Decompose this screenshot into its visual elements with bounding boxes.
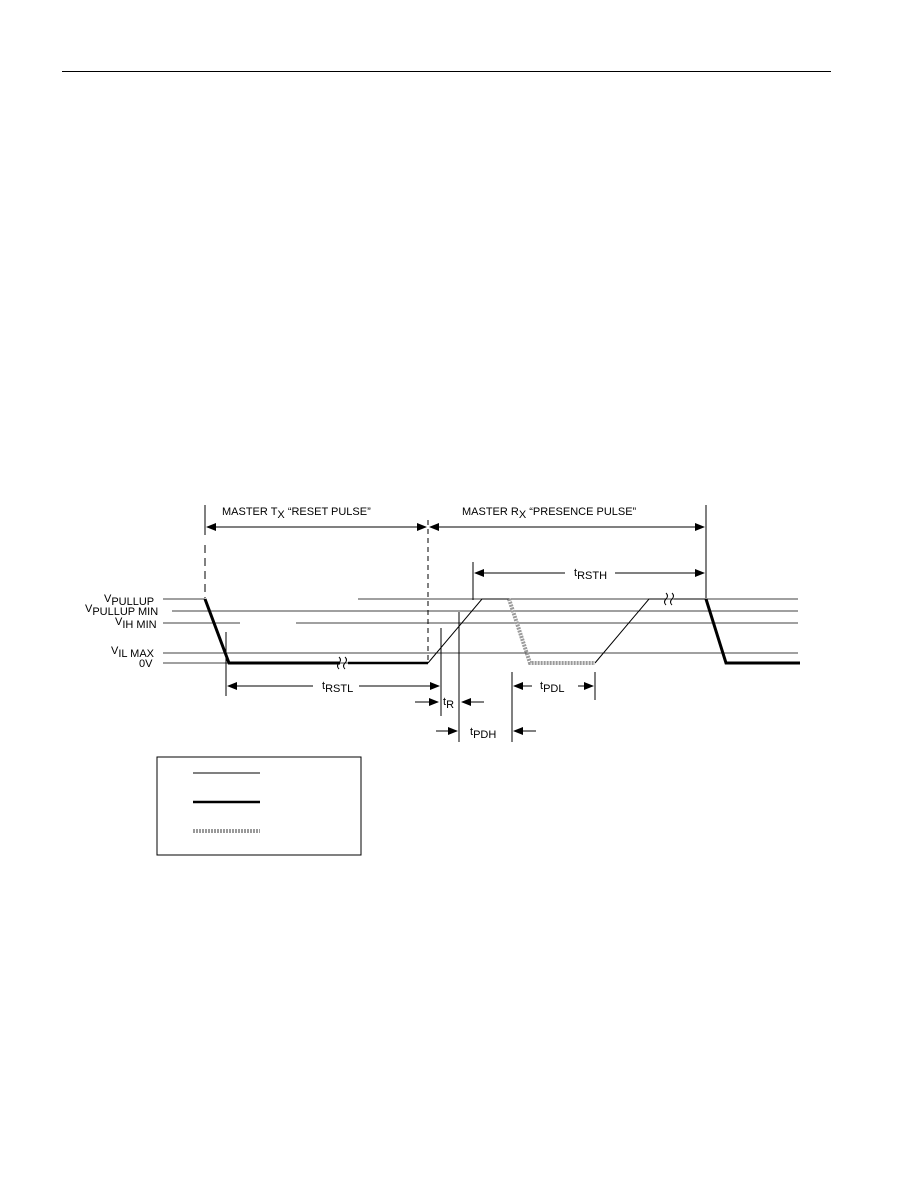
pullup-signal-waveform (428, 599, 706, 663)
line-style-legend (157, 757, 361, 855)
tr-label: tR (443, 696, 455, 711)
vpullup-label: VPULLUP (104, 593, 155, 608)
vpullup-min-label: VPULLUP MIN (85, 603, 159, 618)
tpdh-label: tPDH (470, 726, 497, 741)
trsth-label: tRSTH (574, 567, 608, 582)
phase-boundary-lines (205, 505, 706, 660)
vih-min-label: VIH MIN (115, 616, 157, 631)
zero-volt-label: 0V (139, 658, 153, 670)
master-signal-waveform (205, 599, 800, 663)
legend-box (157, 757, 361, 855)
slave-presence-waveform (509, 599, 595, 663)
tpdl-label: tPDL (540, 680, 565, 695)
trstl-label: tRSTL (322, 680, 354, 695)
time-break-symbols (338, 593, 674, 669)
vil-max-label: VIL MAX (111, 645, 155, 660)
master-rx-presence-label: MASTER RX “PRESENCE PULSE” (462, 506, 637, 521)
master-tx-reset-label: MASTER TX “RESET PULSE” (222, 506, 371, 521)
voltage-reference-lines (163, 599, 798, 663)
